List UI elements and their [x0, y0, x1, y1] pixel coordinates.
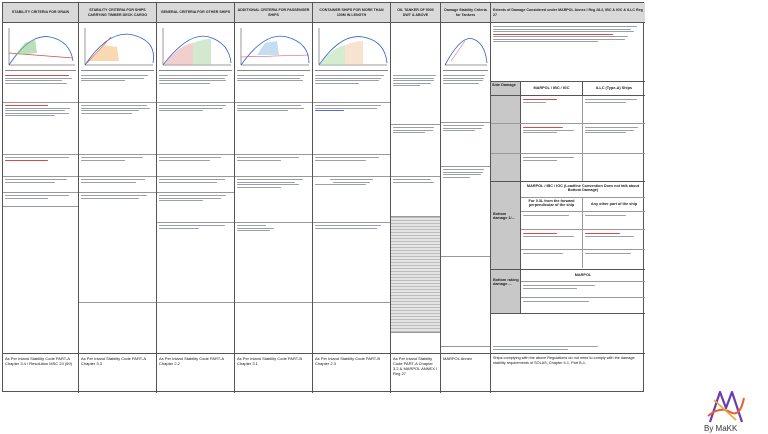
column-damage-tankers	[441, 3, 491, 393]
bottom-sub-other: Any other part of the ship	[590, 202, 638, 206]
column-passenger	[235, 3, 313, 393]
bottom-sub-forward: For 0.3L from the forward perpendicular of the ship	[521, 198, 583, 211]
figure-grain-curve	[5, 25, 76, 71]
header-extents: Extents of Damage Considered under MARPOL Annex I Reg 28.2, IBC & IGC & ILLC Reg 27	[491, 3, 645, 23]
col-illc: ILLC (Type-A) Ships	[596, 86, 632, 90]
header-container: CONTAINER SHIPS FOR MORE THAN 100M IN LENGTH	[313, 3, 390, 23]
stability-criteria-sheet	[2, 2, 644, 392]
footer-container: As Per Inland Stability Code PART-B Chapter 2.3	[313, 353, 390, 393]
raking-header: MARPOL	[521, 270, 645, 282]
logo-text: By MaKK	[704, 424, 738, 433]
header-oil-tanker: OIL TANKER OF 5000 DWT & ABOVE	[391, 3, 440, 23]
col-marpol: MARPOL / IBC / IGC	[521, 82, 583, 95]
header-timber: STABILITY CRITERIA FOR SHIPS CARRYING TIMBER DECK CARGO	[79, 3, 156, 23]
bottom-damage-header: MARPOL / IBC / IGC (Loadline Convention Does not talk about Bottom Damage)	[521, 182, 645, 198]
header-general: GENERAL CRITERIA FOR OTHER SHIPS	[157, 3, 234, 23]
header-grain: STABILITY CRITERIA FOR GRAIN	[3, 3, 78, 23]
column-container	[313, 3, 391, 393]
bottom-damage-label: Bottom damage 1/...	[491, 182, 521, 269]
makk-logo-icon	[706, 386, 746, 424]
side-damage-header	[491, 82, 645, 96]
footer-timber: As Per Inland Stability Code PART-A Chapter 3.3	[79, 353, 156, 393]
column-extents-of-damage	[491, 3, 645, 393]
figure-passenger-curve	[237, 25, 310, 71]
column-general	[157, 3, 235, 393]
header-damage-tankers: Damage Stability Criteria for Tankers	[441, 3, 490, 23]
column-grain	[3, 3, 79, 393]
damage-extent-table	[491, 81, 645, 341]
footer-damage-tankers: MARPOL Annex	[441, 353, 490, 393]
figure-timber-curve	[81, 25, 154, 71]
extents-intro	[493, 25, 643, 43]
side-damage-label: Side Damage	[491, 82, 521, 95]
footer-grain: As Per Inland Stability Code PART-A Chapter 3.4 / Resolution MSC 23 (59)	[3, 353, 78, 393]
header-passenger: ADDITIONAL CRITERIA FOR PASSENGER SHIPS	[235, 3, 312, 23]
figure-container-curve	[315, 25, 388, 71]
column-timber	[79, 3, 157, 393]
figure-damage-curve	[443, 25, 488, 71]
raking-damage-label: Bottom raking damage ...	[491, 270, 521, 313]
footer-oil-tanker: As Per Inland Stability Code PART-A Chapter 3.2 & MARPOL ANNEX I Reg 27	[391, 353, 440, 393]
column-oil-tanker	[391, 3, 441, 393]
footer-general: As Per Inland Stability Code PART-A Chapter 2.2	[157, 353, 234, 393]
footer-extents: Ships complying with the above Regulations do not need to comply with the damage stability requirements of SOLAS, Chapter II-1, Part B-1.	[491, 353, 645, 393]
figure-general-curve	[159, 25, 232, 71]
footer-passenger: As Per Inland Stability Code PART-B Chapter 3.1	[235, 353, 312, 393]
